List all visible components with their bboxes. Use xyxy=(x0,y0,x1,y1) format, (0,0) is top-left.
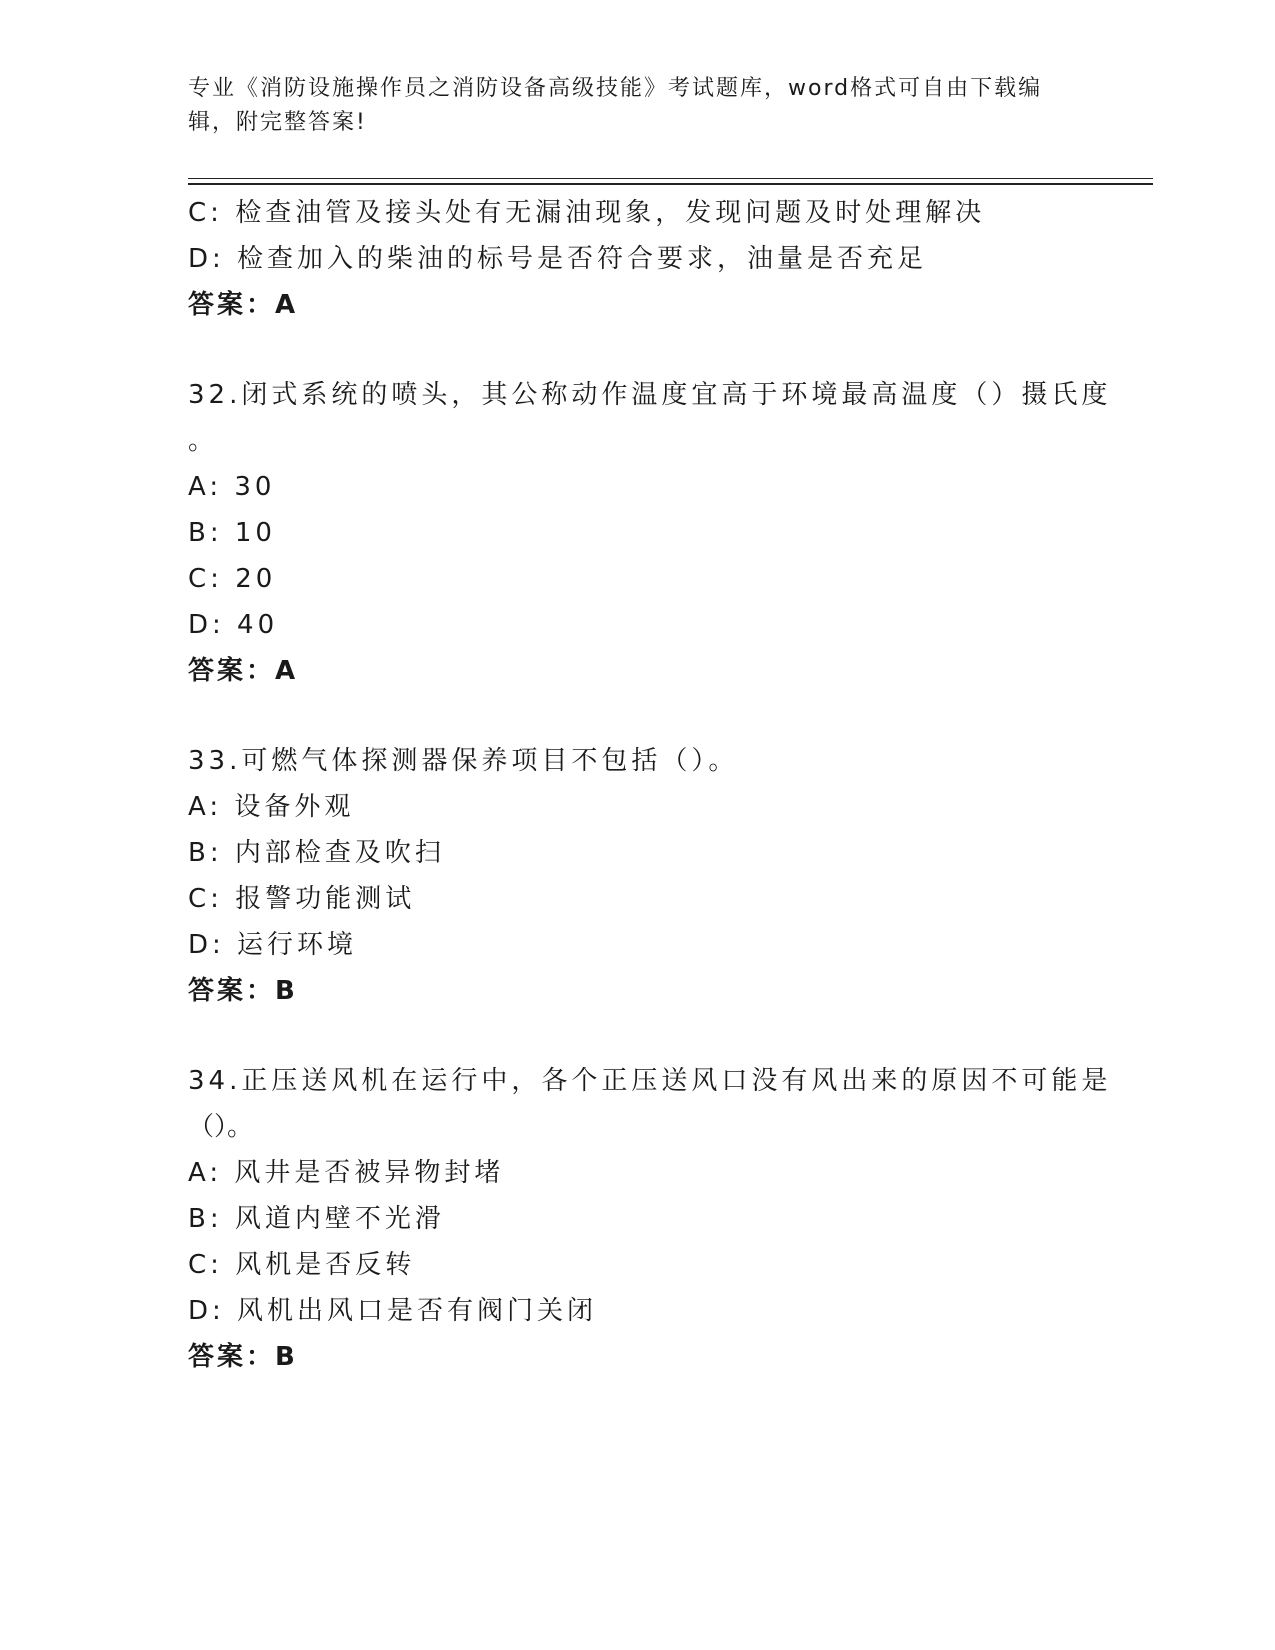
question-stem: 34.正压送风机在运行中，各个正压送风口没有风出来的原因不可能是 xyxy=(188,1066,1112,1096)
question-list xyxy=(188,190,1112,1380)
question-32 xyxy=(188,372,1112,694)
option-a: A: 设备外观 xyxy=(188,792,355,822)
question-33 xyxy=(188,738,1088,1014)
question-stem: 32.闭式系统的喷头，其公称动作温度宜高于环境最高温度（）摄氏度 xyxy=(188,380,1112,410)
option-b: B: 风道内壁不光滑 xyxy=(188,1204,445,1234)
question-stem-continuation: 。 xyxy=(188,426,215,456)
option-b: B: 10 xyxy=(188,518,276,548)
question-stem: 33.可燃气体探测器保养项目不包括（）。 xyxy=(188,746,739,776)
option-d: D: 40 xyxy=(188,610,279,640)
previous-question xyxy=(188,190,1088,328)
answer-line: 答案：A xyxy=(188,290,299,320)
option-d: D: 风机出风口是否有阀门关闭 xyxy=(188,1296,598,1326)
option-c: C: 检查油管及接头处有无漏油现象，发现问题及时处理解决 xyxy=(188,198,986,228)
header-divider-thick xyxy=(188,183,1153,185)
header-line-1: 专业《消防设施操作员之消防设备高级技能》考试题库，word格式可自由下载编 xyxy=(188,76,1043,101)
answer-line: 答案：B xyxy=(188,976,298,1006)
header-divider-thin xyxy=(188,178,1153,179)
option-a: A: 30 xyxy=(188,472,276,502)
option-c: C: 报警功能测试 xyxy=(188,884,416,914)
option-d: D: 检查加入的柴油的标号是否符合要求，油量是否充足 xyxy=(188,244,928,274)
option-b: B: 内部检查及吹扫 xyxy=(188,838,445,868)
option-c: C: 20 xyxy=(188,564,277,594)
answer-line: 答案：B xyxy=(188,1342,298,1372)
option-a: A: 风井是否被异物封堵 xyxy=(188,1158,505,1188)
question-stem-continuation: （）。 xyxy=(188,1112,254,1142)
option-c: C: 风机是否反转 xyxy=(188,1250,416,1280)
document-header xyxy=(188,72,1068,140)
answer-line: 答案：A xyxy=(188,656,299,686)
header-line-2: 辑，附完整答案! xyxy=(188,110,367,135)
question-34 xyxy=(188,1058,1112,1380)
option-d: D: 运行环境 xyxy=(188,930,358,960)
